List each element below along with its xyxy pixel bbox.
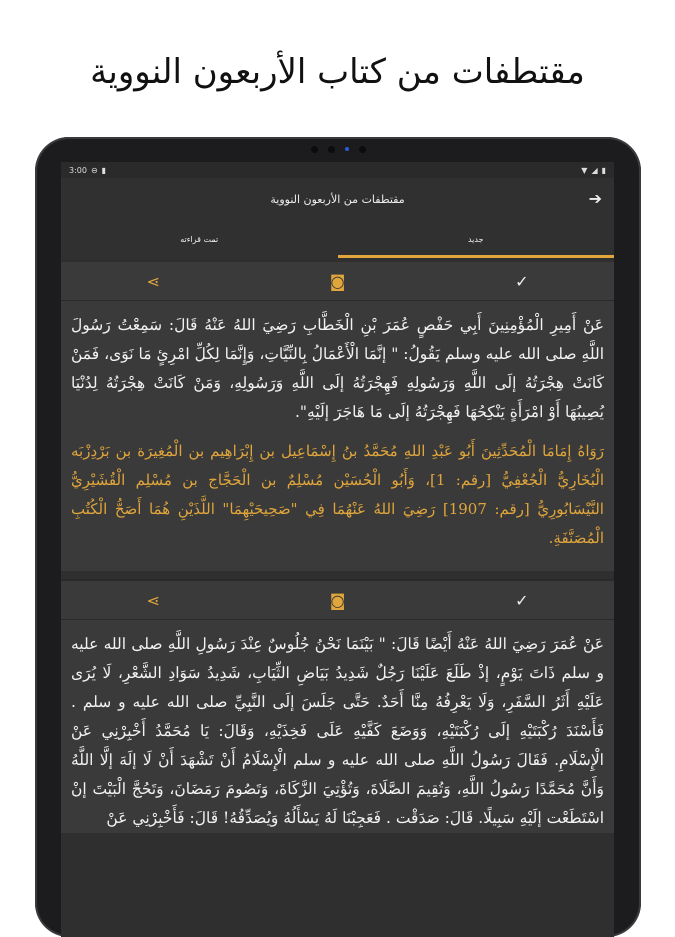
card-actions xyxy=(61,581,614,620)
card-actions xyxy=(61,262,614,301)
hadith-text: عَنْ عُمَرَ رَضِيَ اللهُ عَنْهُ أَيْضًا قَالَ: " بَيْنَمَا نَحْنُ جُلُوسٌ عِنْدَ رَسُولِ اللَّهِ صلى الله عليه و سلم ذَاتَ يَوْمٍ، إذْ طَلَعَ عَلَيْنَا رَجُلٌ شَدِيدُ بَيَاضِ الثِّيَابِ، شَدِيدُ سَوَادِ الشَّعْرِ، لَا يُرَى عَلَيْهِ أَثَرُ السَّفَرِ، وَلَا يَعْرِفُهُ مِنَّا أَحَدٌ. حَتَّى جَلَسَ إلَى النَّبِيِّ صلى الله عليه و سلم . فَأَسْنَدَ رُكْبَتَيْهِ إلَى رُكْبَتَيْهِ، وَوَضَعَ كَفَّيْهِ عَلَى فَخِذَيْهِ، وَقَالَ: يَا مُحَمَّدُ أَخْبِرْنِي عَنْ الْإِسْلَامِ. فَقَالَ رَسُولُ اللَّهِ صلى الله عليه و سلم الْإِسْلَامُ أَنْ تَشْهَدَ أَنْ لَا إلَهَ إلَّا اللَّهُ وَأَنَّ مُحَمَّدًا رَسُولُ اللَّهِ، وَتُقِيمَ الصَّلَاةَ، وَتُؤْتِيَ الزَّكَاةَ، وَتَصُومَ رَمَضَانَ، وَتَحُجَّ الْبَيْتَ إنْ اسْتَطَعْت إلَيْهِ سَبِيلًا. قَالَ: صَدَقْت . فَعَجِبْنَا لَهُ يَسْأَلُهُ وَيُصَدِّقُهُ! قَالَ: فَأَخْبِرْنِي عَنْ xyxy=(71,635,604,827)
camera-dot xyxy=(359,146,366,153)
battery-icon: ▮ xyxy=(601,165,606,175)
camera-icon[interactable]: ◙ xyxy=(329,271,346,291)
app-screen xyxy=(61,162,614,937)
app-bar-title: مقتطفات من الأربعون النووية xyxy=(270,192,405,206)
tablet-frame xyxy=(35,137,641,937)
camera-dot xyxy=(328,146,335,153)
hadith-card xyxy=(61,262,614,571)
signal-icon: ◢ xyxy=(591,165,598,175)
narration-text: رَوَاهُ إِمَامَا الْمُحَدِّثِينَ أَبُو عَبْدِ اللهِ مُحَمَّدُ بنُ إِسْمَاعِيل بن إِبْرَاهِيم بن الْمُغِيرَة بن بَرْدِزْبَه الْبُخَارِيُّ الْجُعْفِيُّ [رقم: 1]، وَأَبُو الْحُسَيْن مُسْلِمٌ بن الْحَجَّاج بن مُسْلِم الْقُشَيْرِيُّ النَّيْسَابُورِيُّ [رقم: 1907] رَضِيَ اللهُ عَنْهُمَا فِي "صَحِيحَيْهِمَا" اللَّذَيْنِ هُمَا أَصَحُّ الْكُتُبِ الْمُصَنَّفَةِ. xyxy=(71,442,604,547)
tab-new[interactable] xyxy=(338,220,615,258)
camera-bar xyxy=(35,143,641,155)
app-bar xyxy=(61,178,614,220)
camera-icon[interactable]: ◙ xyxy=(329,590,346,610)
tab-label: تمت قراءته xyxy=(180,234,219,244)
hadith-text: عَنْ أَمِيرِ الْمُؤْمِنِينَ أَبِي حَفْصٍ عُمَرَ بْنِ الْخَطَّابِ رَضِيَ اللهُ عَنْهُ قَالَ: سَمِعْتُ رَسُولَ اللَّهِ صلى الله عليه وسلم يَقُولُ: " إنَّمَا الْأَعْمَالُ بِالنِّيَّاتِ، وَإِنَّمَا لِكُلِّ امْرِئٍ مَا نَوَى، فَمَنْ كَانَتْ هِجْرَتُهُ إلَى اللَّهِ وَرَسُولِهِ فَهِجْرَتُهُ إلَى اللَّهِ وَرَسُولِهِ، وَمَنْ كَانَتْ هِجْرَتُهُ لِدُنْيَا يُصِيبُهَا أَوْ امْرَأَةٍ يَنْكِحُهَا فَهِجْرَتُهُ إلَى مَا هَاجَرَ إلَيْهِ". xyxy=(71,316,604,421)
check-icon[interactable]: ✓ xyxy=(515,271,529,291)
tab-label: جديد xyxy=(467,234,484,244)
wifi-icon: ▼ xyxy=(581,165,588,175)
sync-icon: ⊖ xyxy=(90,165,98,175)
status-bar xyxy=(61,162,614,178)
sd-card-icon: ▮ xyxy=(101,165,107,175)
check-icon[interactable]: ✓ xyxy=(515,590,529,610)
promo-title: مقتطفات من كتاب الأربعون النووية xyxy=(90,52,585,92)
tab-bar xyxy=(61,220,614,258)
back-arrow-icon[interactable]: ➔ xyxy=(588,189,602,208)
sensor-dot xyxy=(345,147,349,151)
status-time: 3:00 xyxy=(69,165,87,175)
camera-dot xyxy=(311,146,318,153)
share-icon[interactable]: ⋖ xyxy=(146,271,160,291)
hadith-card xyxy=(61,579,614,833)
tab-read[interactable] xyxy=(61,220,338,258)
share-icon[interactable]: ⋖ xyxy=(146,590,160,610)
